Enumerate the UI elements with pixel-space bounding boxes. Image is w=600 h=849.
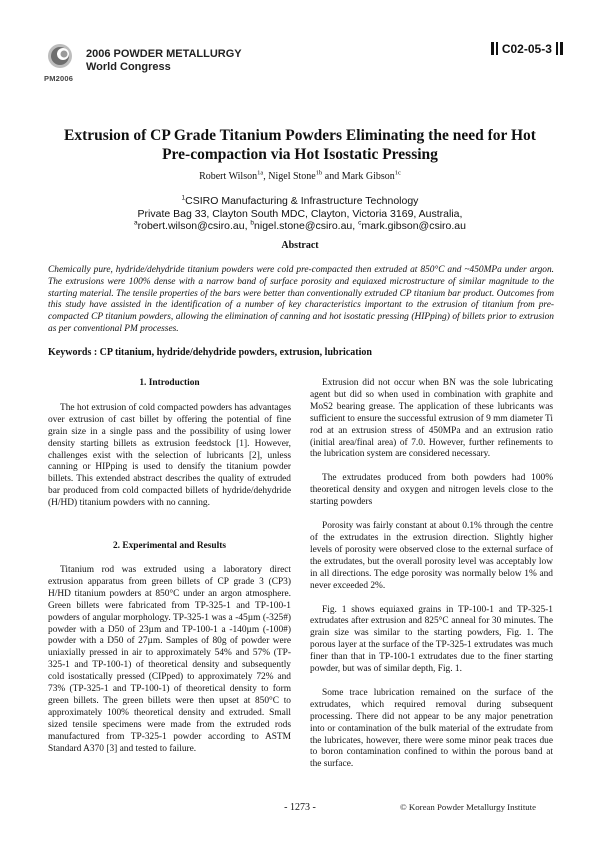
code-bar-icon [556, 42, 558, 55]
section-heading-introduction: 1. Introduction [139, 378, 200, 388]
paper-code [490, 42, 564, 56]
affiliation [40, 195, 560, 233]
left-column [48, 378, 291, 755]
intro-paragraph: The hot extrusion of cold compacted powders has advantages over extrusion of cast billet by offering the potential of fine grain size in a single pass and the possibility of using lower density starting billets as extrusion feedstock [1]. However, challenges exist with the selection of lubricants [2], unless canning or HIPping is used to densify the titanium powder billets. This extended abstract describes the quality of extruded bar produced from cold compacted billets of hydride/dehydride (H/HD) titanium powders with no canning. [48, 402, 291, 509]
conference-line2: World Congress [86, 61, 171, 73]
author-sup: 1c [394, 169, 401, 177]
results-paragraph-lubrication: Extrusion did not occur when BN was the sole lubricating agent but did so when used in combination with graphite and MoS2 bearing grease. The application of these lubricants was sufficient to ensure the successful extrusion of 9 mm diameter Ti rod at an extrusion stress of 450MPa and an extrusion ratio (initial area/final area) of 7.0. However, further refinements to the lubrication system are considered necessary. [310, 378, 554, 460]
results-paragraph-grains: Fig. 1 shows equiaxed grains in TP-100-1 and TP-325-1 extrudates after extrusion and 825°C anneal for 30 minutes. The grain size was similar to the starting powders, Fig. 1. The porous layer at the surface of the TP-325-1 extrudates was much finer than that in TP-100-1 extrudates due to the finer starting powder, but was of similar depth, Fig. 1. [310, 604, 553, 675]
code-bar-icon [491, 42, 494, 55]
copyright-notice: © Korean Powder Metallurgy Institute [400, 802, 537, 812]
title-line1: Extrusion of CP Grade Titanium Powders Eliminating the need for Hot [64, 127, 536, 144]
author-name: Robert Wilson [199, 171, 258, 182]
results-paragraph-density: The extrudates produced from both powders had 100% theoretical density and oxygen and nitrogen levels close to the starting powders [310, 473, 553, 508]
email-link[interactable]: robert.wilson@csiro.au [137, 220, 245, 232]
right-column [310, 378, 553, 771]
email-link[interactable]: mark.gibson@csiro.au [361, 220, 466, 232]
abstract-heading: Abstract [281, 240, 319, 251]
paper-code-text: C02-05-3 [501, 42, 552, 56]
conference-name [86, 48, 242, 74]
affiliation-emails: $^a$robert.wilson@csiro.au, $^b$nigel.stone@csiro.au, $^c$mark.gibson@csiro.au [134, 219, 466, 232]
author-separator: , [263, 171, 269, 182]
results-paragraph-trace-lubrication: Some trace lubrication remained on the surface of the extrudates, which required removal during subsequent processing. There did not appear to be any major penetration into or contamination of the bulk material of the extrudate from the lubricates, however, there were some minor peak traces due to boron contamination confined to within the porous band at the surface. [310, 687, 553, 770]
author-sup: 1a [257, 169, 264, 177]
affiliation-org: CSIRO Manufacturing & Infrastructure Technology [185, 195, 419, 207]
email-sup: a [134, 219, 138, 227]
author-name: Mark Gibson [341, 171, 395, 182]
author-list [40, 171, 560, 182]
affiliation-address: Private Bag 33, Clayton South MDC, Clayton, Victoria 3169, Australia, [137, 207, 463, 220]
email-sup: b [250, 219, 255, 227]
section-heading-experimental: 2. Experimental and Results [112, 541, 227, 552]
author-sup: 1b [315, 169, 323, 177]
code-bar-icon [560, 42, 563, 55]
abstract-text: Chemically pure, hydride/dehydride titanium powders were cold pre-compacted then extruded at 850°C and ~450MPa under argon. The extrusions were 100% dense with a narrow band of surface porosity and equiaxed microstructure of similar magnitude to the starting material. The tensile properties of the bars were better than conventionally extruded CP titanium bar product. Outcomes from this study have assisted in the identification of a number of key characteristics important to the extrusion of titanium from pre-compacted CP titanium powders, allowing the elimination of canning and hot isostatic pressing (HIPping) of billets prior to extrusion as per conventional PM processes. [48, 265, 554, 334]
author-separator: and [322, 171, 342, 182]
page-number: - 1273 - [284, 802, 316, 813]
email-link[interactable]: nigel.stone@csiro.au [254, 220, 353, 232]
logo-text: PM2006 [44, 74, 74, 83]
conference-line1: 2006 POWDER METALLURGY [86, 48, 242, 60]
title-line2: Pre-compaction via Hot Isostatic Pressing [162, 146, 438, 163]
email-sup: c [358, 219, 362, 227]
paper-title [40, 126, 560, 164]
experimental-paragraph: Titanium rod was extruded using a laboratory direct extrusion apparatus from green billets of CP grade 3 (CP3) H/HD titanium powders at 850°C under an argon atmosphere. Green billets were fabricated from TP-325-1 and TP-100-1 powders of angular morphology. TP-325-1 was a -45µm (-325#) powder with a D50 of 23µm and TP-100-1 a -140µm (-100#) powder with a D50 of 27µm. Samples of 80g of powder were uniaxially pressed in air to approximately 54% and 57% (TP-325-1 and TP-100-1) of theoretical density and subsequently cold isostatically pressed (CIPped) to approximately 72% and 73% (TP-325-1 and TP-100-1) of theoretical density to form green billets. The green billets were then upset at 850°C to approximately 100% theoretical density and extruded. Small sized tensile specimens were made from the extruded rods manufactured from TP-325-1 powder according to ASTM Standard A370 [3] and tested to failure. [48, 564, 291, 754]
results-paragraph-porosity: Porosity was fairly constant at about 0.1% through the centre of the extrudates in the extrusion direction. Slightly higher levels of porosity were observed close to the external surface of the extrudates, but the overall porosity level was acceptably low in all directions. The edge porosity was normally below 1% and never exceeded 2%. [310, 521, 553, 591]
author-name: Nigel Stone [268, 171, 316, 182]
code-bar-icon [496, 42, 498, 55]
affiliation-sup: 1 [181, 194, 186, 202]
keywords: Keywords : CP titanium, hydride/dehydride powders, extrusion, lubrication [48, 347, 372, 358]
